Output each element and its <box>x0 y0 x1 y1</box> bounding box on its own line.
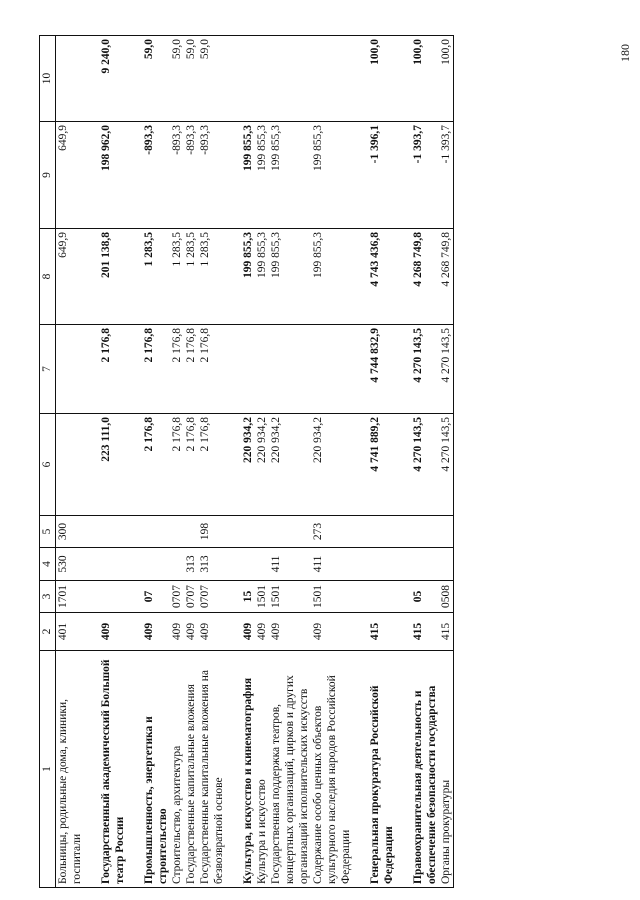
spacer-cell <box>353 325 368 414</box>
spacer-cell <box>396 325 411 414</box>
cell-col7: 4 744 832,9 <box>368 325 396 414</box>
spacer-cell <box>396 229 411 325</box>
spacer-row <box>84 36 99 888</box>
cell-expense-type <box>142 516 170 548</box>
cell-target-code <box>368 548 396 581</box>
cell-col8: 4 743 436,8 <box>368 229 396 325</box>
table-row <box>255 36 269 888</box>
spacer-cell <box>353 548 368 581</box>
cell-col6: 2 176,8 <box>198 414 226 516</box>
spacer-cell <box>84 414 99 516</box>
cell-subsection-code: 15 <box>241 581 255 613</box>
cell-section-code: 415 <box>368 613 396 651</box>
cell-col9: 649,9 <box>56 122 85 229</box>
cell-expense-type <box>255 516 269 548</box>
cell-name: Культура, искусство и кинематография <box>241 651 255 888</box>
spacer-cell <box>226 122 241 229</box>
cell-name: Государственные капитальные вложения <box>184 651 198 888</box>
spacer-cell <box>84 548 99 581</box>
cell-name: Государственные капитальные вложения на безвозвратной основе <box>198 651 226 888</box>
cell-col9: -893,3 <box>198 122 226 229</box>
spacer-cell <box>84 229 99 325</box>
cell-col10: 100,0 <box>368 36 396 122</box>
spacer-cell <box>127 651 142 888</box>
cell-col6: 223 111,0 <box>99 414 127 516</box>
cell-target-code: 411 <box>269 548 311 581</box>
spacer-cell <box>84 36 99 122</box>
cell-section-code: 409 <box>241 613 255 651</box>
spacer-cell <box>396 548 411 581</box>
table-row <box>198 36 226 888</box>
cell-target-code: 411 <box>311 548 353 581</box>
cell-expense-type <box>99 516 127 548</box>
cell-name: Государственный академический Большой театр России <box>99 651 127 888</box>
table-row <box>56 36 85 888</box>
cell-section-code: 409 <box>184 613 198 651</box>
cell-col7: 2 176,8 <box>142 325 170 414</box>
table-row <box>184 36 198 888</box>
cell-section-code: 409 <box>170 613 184 651</box>
header-col-4: 4 <box>40 548 56 581</box>
cell-col7: 2 176,8 <box>99 325 127 414</box>
cell-col6: 2 176,8 <box>170 414 184 516</box>
cell-col7: 2 176,8 <box>170 325 184 414</box>
table-row <box>99 36 127 888</box>
cell-col8: 199 855,3 <box>269 229 311 325</box>
cell-col9: 199 855,3 <box>269 122 311 229</box>
header-col-1: 1 <box>40 651 56 888</box>
cell-section-code: 409 <box>269 613 311 651</box>
spacer-cell <box>396 414 411 516</box>
header-row <box>40 36 56 888</box>
spacer-cell <box>226 229 241 325</box>
cell-name: Генеральная прокуратура Российской Федерации <box>368 651 396 888</box>
cell-col7 <box>56 325 85 414</box>
header-col-7: 7 <box>40 325 56 414</box>
cell-col6: 2 176,8 <box>142 414 170 516</box>
cell-col10 <box>311 36 353 122</box>
cell-section-code: 409 <box>311 613 353 651</box>
spacer-cell <box>127 516 142 548</box>
cell-name: Государственная поддержка театров, концертных организаций, цирков и других организаций исполнительских искусств <box>269 651 311 888</box>
spacer-cell <box>353 229 368 325</box>
cell-col7: 2 176,8 <box>184 325 198 414</box>
spacer-cell <box>226 548 241 581</box>
spacer-row <box>353 36 368 888</box>
spacer-cell <box>84 613 99 651</box>
cell-col9: -893,3 <box>142 122 170 229</box>
cell-target-code <box>170 548 184 581</box>
cell-col8: 1 283,5 <box>142 229 170 325</box>
cell-subsection-code: 1701 <box>56 581 85 613</box>
spacer-cell <box>127 548 142 581</box>
cell-col7: 2 176,8 <box>198 325 226 414</box>
cell-col7 <box>241 325 255 414</box>
cell-col6: 220 934,2 <box>255 414 269 516</box>
cell-expense-type <box>368 516 396 548</box>
cell-col6: 4 270 143,5 <box>439 414 454 516</box>
table-row <box>311 36 353 888</box>
header-col-10: 10 <box>40 36 56 122</box>
cell-section-code: 409 <box>198 613 226 651</box>
cell-name: Промышленность, энергетика и строительство <box>142 651 170 888</box>
cell-name: Больницы, родильные дома, клиники, госпитали <box>56 651 85 888</box>
cell-col9: 199 855,3 <box>311 122 353 229</box>
cell-name: Строительство, архитектура <box>170 651 184 888</box>
cell-col9: -1 393,7 <box>411 122 439 229</box>
cell-col7: 4 270 143,5 <box>411 325 439 414</box>
cell-col6 <box>56 414 85 516</box>
cell-col10: 9 240,0 <box>99 36 127 122</box>
cell-section-code: 415 <box>439 613 454 651</box>
cell-target-code <box>411 548 439 581</box>
cell-subsection-code: 0707 <box>198 581 226 613</box>
spacer-cell <box>84 516 99 548</box>
cell-name: Правоохранительная деятельность и обеспечение безопасности государства <box>411 651 439 888</box>
cell-subsection-code <box>99 581 127 613</box>
cell-subsection-code: 05 <box>411 581 439 613</box>
cell-col6: 220 934,2 <box>311 414 353 516</box>
spacer-cell <box>127 36 142 122</box>
cell-subsection-code: 1501 <box>269 581 311 613</box>
cell-target-code <box>241 548 255 581</box>
cell-col10 <box>56 36 85 122</box>
cell-name: Органы прокуратуры <box>439 651 454 888</box>
header-col-6: 6 <box>40 414 56 516</box>
cell-section-code: 415 <box>411 613 439 651</box>
cell-col8: 1 283,5 <box>198 229 226 325</box>
header-col-3: 3 <box>40 581 56 613</box>
spacer-cell <box>226 325 241 414</box>
cell-col8: 1 283,5 <box>184 229 198 325</box>
spacer-cell <box>226 414 241 516</box>
cell-col9: -1 396,1 <box>368 122 396 229</box>
spacer-cell <box>127 229 142 325</box>
spacer-cell <box>396 122 411 229</box>
spacer-row <box>127 36 142 888</box>
cell-subsection-code <box>368 581 396 613</box>
spacer-cell <box>396 36 411 122</box>
cell-col8: 201 138,8 <box>99 229 127 325</box>
cell-col7: 4 270 143,5 <box>439 325 454 414</box>
cell-col10: 59,0 <box>170 36 184 122</box>
cell-expense-type: 273 <box>311 516 353 548</box>
spacer-cell <box>353 613 368 651</box>
spacer-cell <box>84 651 99 888</box>
spacer-cell <box>226 581 241 613</box>
spacer-cell <box>353 414 368 516</box>
spacer-cell <box>353 581 368 613</box>
cell-col9: 198 962,0 <box>99 122 127 229</box>
cell-subsection-code: 0707 <box>170 581 184 613</box>
header-col-5: 5 <box>40 516 56 548</box>
spacer-cell <box>353 36 368 122</box>
spacer-cell <box>127 581 142 613</box>
table-row <box>411 36 439 888</box>
cell-expense-type <box>241 516 255 548</box>
cell-target-code: 530 <box>56 548 85 581</box>
cell-col7 <box>255 325 269 414</box>
cell-col10: 59,0 <box>142 36 170 122</box>
cell-subsection-code: 1501 <box>255 581 269 613</box>
cell-target-code: 313 <box>198 548 226 581</box>
cell-subsection-code: 0707 <box>184 581 198 613</box>
cell-subsection-code: 1501 <box>311 581 353 613</box>
budget-table <box>39 35 454 888</box>
spacer-cell <box>353 651 368 888</box>
cell-col8: 199 855,3 <box>311 229 353 325</box>
header-col-8: 8 <box>40 229 56 325</box>
cell-col10: 100,0 <box>439 36 454 122</box>
cell-target-code <box>439 548 454 581</box>
spacer-cell <box>226 613 241 651</box>
cell-expense-type <box>411 516 439 548</box>
spacer-cell <box>84 325 99 414</box>
cell-col6: 2 176,8 <box>184 414 198 516</box>
table-row <box>269 36 311 888</box>
cell-expense-type <box>184 516 198 548</box>
cell-expense-type <box>170 516 184 548</box>
cell-col6: 220 934,2 <box>269 414 311 516</box>
spacer-cell <box>84 581 99 613</box>
cell-col6: 4 741 889,2 <box>368 414 396 516</box>
cell-col9: -1 393,7 <box>439 122 454 229</box>
spacer-cell <box>127 613 142 651</box>
spacer-cell <box>353 516 368 548</box>
cell-section-code: 409 <box>255 613 269 651</box>
cell-target-code: 313 <box>184 548 198 581</box>
cell-col8: 4 268 749,8 <box>411 229 439 325</box>
spacer-cell <box>396 581 411 613</box>
cell-expense-type: 198 <box>198 516 226 548</box>
cell-target-code <box>99 548 127 581</box>
cell-col8: 4 268 749,8 <box>439 229 454 325</box>
cell-col10: 59,0 <box>184 36 198 122</box>
cell-expense-type <box>439 516 454 548</box>
cell-col10 <box>269 36 311 122</box>
cell-expense-type <box>269 516 311 548</box>
spacer-cell <box>127 414 142 516</box>
spacer-row <box>226 36 241 888</box>
cell-col8: 649,9 <box>56 229 85 325</box>
cell-name: Содержание особо ценных объектов культурного наследия народов Российской Федерации <box>311 651 353 888</box>
cell-col8: 199 855,3 <box>255 229 269 325</box>
spacer-cell <box>353 122 368 229</box>
cell-target-code <box>255 548 269 581</box>
cell-name: Культура и искусство <box>255 651 269 888</box>
header-col-9: 9 <box>40 122 56 229</box>
spacer-cell <box>226 36 241 122</box>
cell-subsection-code: 07 <box>142 581 170 613</box>
cell-col6: 220 934,2 <box>241 414 255 516</box>
cell-section-code: 409 <box>99 613 127 651</box>
cell-target-code <box>142 548 170 581</box>
header-col-2: 2 <box>40 613 56 651</box>
spacer-cell <box>396 613 411 651</box>
cell-col10 <box>255 36 269 122</box>
table-row <box>368 36 396 888</box>
cell-col7 <box>269 325 311 414</box>
spacer-cell <box>127 122 142 229</box>
spacer-cell <box>127 325 142 414</box>
cell-expense-type: 300 <box>56 516 85 548</box>
table-row <box>142 36 170 888</box>
table-row <box>241 36 255 888</box>
table-body <box>56 36 454 888</box>
page-number: 180 <box>618 44 632 62</box>
cell-subsection-code: 0508 <box>439 581 454 613</box>
cell-col8: 1 283,5 <box>170 229 184 325</box>
cell-col9: -893,3 <box>170 122 184 229</box>
cell-section-code: 409 <box>142 613 170 651</box>
table-row <box>439 36 454 888</box>
spacer-cell <box>84 122 99 229</box>
cell-col7 <box>311 325 353 414</box>
cell-col10 <box>241 36 255 122</box>
spacer-row <box>396 36 411 888</box>
cell-section-code: 401 <box>56 613 85 651</box>
cell-col9: -893,3 <box>184 122 198 229</box>
cell-col9: 199 855,3 <box>255 122 269 229</box>
cell-col10: 100,0 <box>411 36 439 122</box>
spacer-cell <box>396 516 411 548</box>
spacer-cell <box>396 651 411 888</box>
cell-col6: 4 270 143,5 <box>411 414 439 516</box>
spacer-cell <box>226 651 241 888</box>
table-row <box>170 36 184 888</box>
cell-col8: 199 855,3 <box>241 229 255 325</box>
spacer-cell <box>226 516 241 548</box>
rotated-page <box>39 36 607 888</box>
cell-col10: 59,0 <box>198 36 226 122</box>
cell-col9: 199 855,3 <box>241 122 255 229</box>
